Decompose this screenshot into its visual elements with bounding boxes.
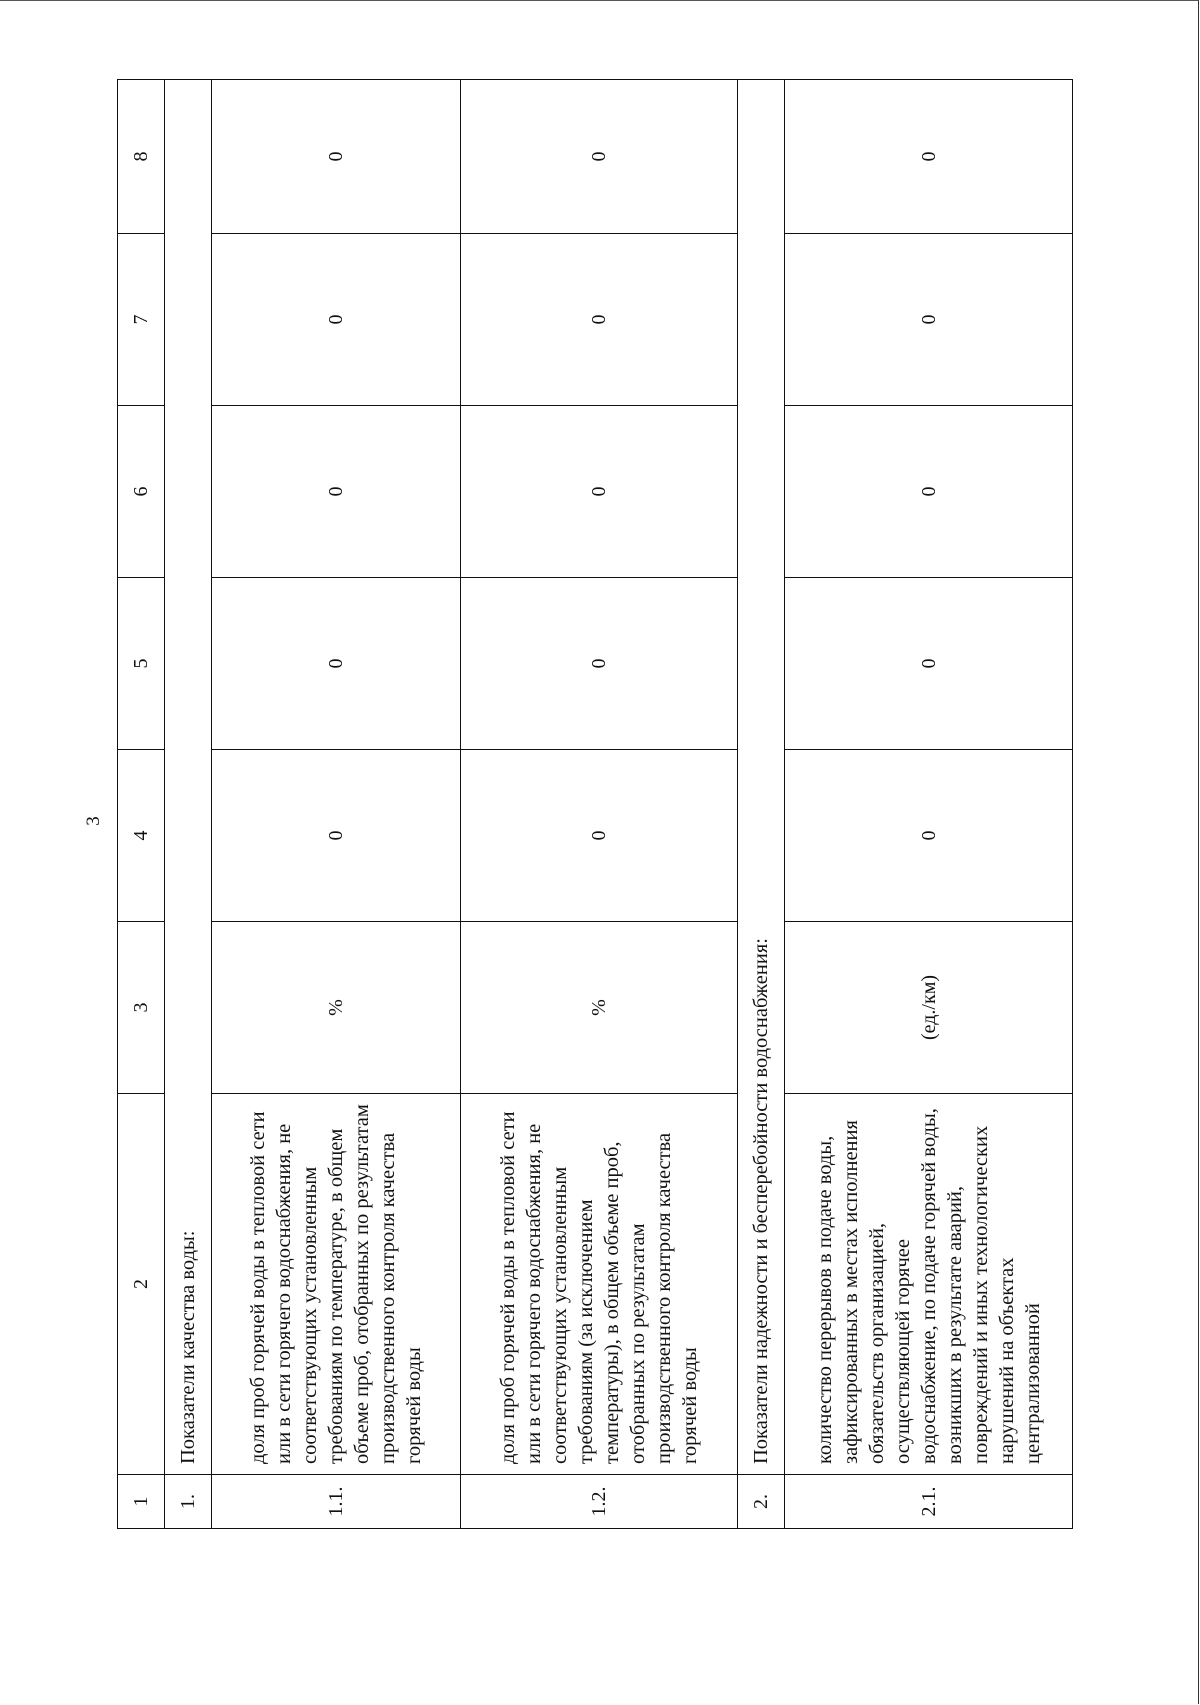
row-unit: % <box>461 922 738 1094</box>
row-description: доля проб горячей воды в тепловой сети или в сети горячего водоснабжения, не соответствующих установленным требованиям по температуре, в общем объеме проб, отобранных по результатам производственного контроля качества горячей воды <box>212 1094 461 1475</box>
row-number: 1.1. <box>212 1475 461 1529</box>
row-description: доля проб горячей воды в тепловой сети или в сети горячего водоснабжения, не соответствующих установленным требованиям (за исключением температуры), в общем объеме проб, отобранных по результатам производственного контроля качества горячей воды <box>461 1094 738 1475</box>
row-value: 0 <box>212 578 461 750</box>
row-value: 0 <box>461 234 738 406</box>
page-number: 3 <box>83 816 104 826</box>
table-row <box>785 80 1073 1529</box>
header-row <box>118 80 165 1529</box>
section-number: 2. <box>738 1475 785 1529</box>
row-number: 2.1. <box>785 1475 1073 1529</box>
row-value: 0 <box>785 234 1073 406</box>
row-value: 0 <box>461 750 738 922</box>
table-row <box>461 80 738 1529</box>
header-cell: 4 <box>118 750 165 922</box>
section-row <box>738 80 785 1529</box>
row-value: 0 <box>785 750 1073 922</box>
row-value: 0 <box>461 406 738 578</box>
section-title: Показатели качества воды: <box>165 80 212 1475</box>
header-cell: 5 <box>118 578 165 750</box>
header-cell: 6 <box>118 406 165 578</box>
header-cell: 8 <box>118 80 165 234</box>
section-row <box>165 80 212 1529</box>
row-value: 0 <box>785 80 1073 234</box>
row-value: 0 <box>212 234 461 406</box>
row-value: 0 <box>461 578 738 750</box>
row-value: 0 <box>212 750 461 922</box>
header-cell: 7 <box>118 234 165 406</box>
header-cell: 1 <box>118 1475 165 1529</box>
row-number: 1.2. <box>461 1475 738 1529</box>
indicators-table <box>117 79 1073 1529</box>
row-value: 0 <box>785 578 1073 750</box>
table-row <box>212 80 461 1529</box>
rotated-table-container <box>117 80 1072 1529</box>
header-cell: 2 <box>118 1094 165 1475</box>
row-unit: (ед./км) <box>785 922 1073 1094</box>
row-unit: % <box>212 922 461 1094</box>
row-description: количество перерывов в подаче воды, зафиксированных в местах исполнения обязательств организацией, осуществляющей горячее водоснабжение, по подаче горячей воды, возникших в результате аварий, повреждений и иных технологических нарушений на объектах централизованной <box>785 1094 1073 1475</box>
row-value: 0 <box>461 80 738 234</box>
section-number: 1. <box>165 1475 212 1529</box>
row-value: 0 <box>212 406 461 578</box>
header-cell: 3 <box>118 922 165 1094</box>
row-value: 0 <box>212 80 461 234</box>
row-value: 0 <box>785 406 1073 578</box>
section-title: Показатели надежности и бесперебойности водоснабжения: <box>738 80 785 1475</box>
